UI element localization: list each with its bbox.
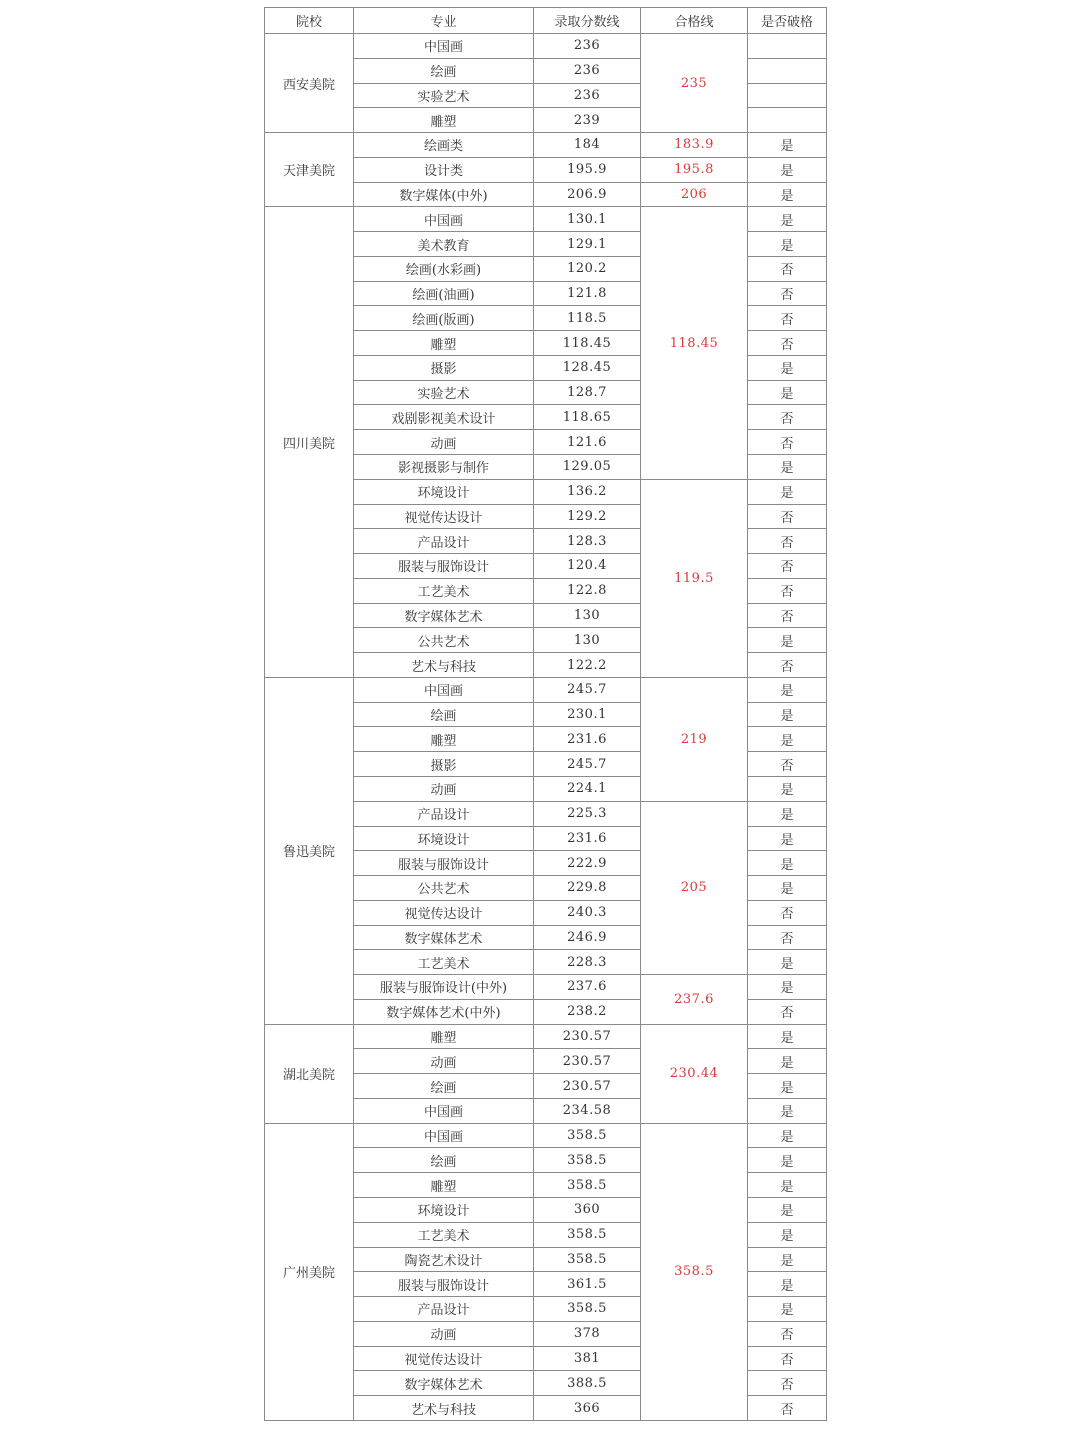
admission-score: 229.8	[534, 876, 641, 901]
pass-line: 195.8	[641, 157, 748, 182]
admission-score: 184	[534, 133, 641, 158]
admission-score: 228.3	[534, 950, 641, 975]
exception-flag: 是	[748, 133, 827, 158]
exception-flag: 是	[748, 776, 827, 801]
admission-score: 195.9	[534, 157, 641, 182]
admission-score: 358.5	[534, 1297, 641, 1322]
admission-score: 234.58	[534, 1098, 641, 1123]
major-name: 雕塑	[354, 1173, 534, 1198]
exception-flag: 否	[748, 999, 827, 1024]
exception-flag: 否	[748, 256, 827, 281]
header-pass-line: 合格线	[641, 8, 748, 34]
school-name: 西安美院	[265, 34, 354, 133]
exception-flag: 是	[748, 702, 827, 727]
admission-score: 222.9	[534, 851, 641, 876]
exception-flag: 否	[748, 1396, 827, 1421]
major-name: 中国画	[354, 207, 534, 232]
major-name: 产品设计	[354, 1297, 534, 1322]
pass-line: 119.5	[641, 479, 748, 677]
major-name: 服装与服饰设计	[354, 851, 534, 876]
exception-flag	[748, 83, 827, 108]
table-row	[265, 34, 827, 59]
admission-score: 378	[534, 1321, 641, 1346]
admission-score: 240.3	[534, 900, 641, 925]
pass-line: 358.5	[641, 1123, 748, 1420]
admission-score: 118.45	[534, 331, 641, 356]
major-name: 中国画	[354, 677, 534, 702]
exception-flag: 是	[748, 1272, 827, 1297]
exception-flag: 是	[748, 355, 827, 380]
major-name: 绘画	[354, 58, 534, 83]
exception-flag: 否	[748, 900, 827, 925]
exception-flag: 是	[748, 727, 827, 752]
admission-score: 230.57	[534, 1049, 641, 1074]
exception-flag: 是	[748, 232, 827, 257]
table-row	[265, 1024, 827, 1049]
admission-score: 121.8	[534, 281, 641, 306]
major-name: 中国画	[354, 1098, 534, 1123]
exception-flag: 是	[748, 1148, 827, 1173]
major-name: 工艺美术	[354, 578, 534, 603]
admission-score: 245.7	[534, 752, 641, 777]
admission-score: 130	[534, 603, 641, 628]
major-name: 服装与服饰设计	[354, 1272, 534, 1297]
pass-line: 219	[641, 677, 748, 801]
admission-score: 136.2	[534, 479, 641, 504]
admission-score: 238.2	[534, 999, 641, 1024]
admission-score: 128.7	[534, 380, 641, 405]
exception-flag: 是	[748, 1222, 827, 1247]
major-name: 实验艺术	[354, 380, 534, 405]
exception-flag: 是	[748, 1123, 827, 1148]
major-name: 动画	[354, 1049, 534, 1074]
admission-score: 122.2	[534, 653, 641, 678]
table-row	[265, 133, 827, 158]
exception-flag: 否	[748, 578, 827, 603]
exception-flag: 是	[748, 380, 827, 405]
school-name: 湖北美院	[265, 1024, 354, 1123]
admission-score: 358.5	[534, 1222, 641, 1247]
admission-score: 236	[534, 83, 641, 108]
major-name: 摄影	[354, 355, 534, 380]
exception-flag: 否	[748, 554, 827, 579]
admission-score: 230.1	[534, 702, 641, 727]
major-name: 绘画(版画)	[354, 306, 534, 331]
major-name: 绘画	[354, 702, 534, 727]
admission-score: 129.1	[534, 232, 641, 257]
major-name: 绘画类	[354, 133, 534, 158]
major-name: 中国画	[354, 1123, 534, 1148]
pass-line: 230.44	[641, 1024, 748, 1123]
major-name: 绘画	[354, 1148, 534, 1173]
major-name: 陶瓷艺术设计	[354, 1247, 534, 1272]
exception-flag: 是	[748, 950, 827, 975]
admission-score: 381	[534, 1346, 641, 1371]
exception-flag: 是	[748, 677, 827, 702]
exception-flag	[748, 58, 827, 83]
admission-score: 246.9	[534, 925, 641, 950]
major-name: 雕塑	[354, 1024, 534, 1049]
exception-flag: 是	[748, 182, 827, 207]
major-name: 绘画	[354, 1074, 534, 1099]
major-name: 数字媒体艺术	[354, 603, 534, 628]
major-name: 艺术与科技	[354, 1396, 534, 1421]
exception-flag: 否	[748, 405, 827, 430]
exception-flag: 否	[748, 306, 827, 331]
exception-flag: 是	[748, 876, 827, 901]
exception-flag: 否	[748, 653, 827, 678]
admission-score: 120.4	[534, 554, 641, 579]
exception-flag: 是	[748, 975, 827, 1000]
exception-flag: 是	[748, 1197, 827, 1222]
major-name: 影视摄影与制作	[354, 455, 534, 480]
exception-flag: 是	[748, 628, 827, 653]
exception-flag: 是	[748, 801, 827, 826]
pass-line: 118.45	[641, 207, 748, 479]
admission-score: 245.7	[534, 677, 641, 702]
major-name: 产品设计	[354, 529, 534, 554]
exception-flag: 否	[748, 331, 827, 356]
major-name: 服装与服饰设计	[354, 554, 534, 579]
admission-score: 120.2	[534, 256, 641, 281]
major-name: 动画	[354, 776, 534, 801]
admission-score: 129.2	[534, 504, 641, 529]
admission-score: 230.57	[534, 1024, 641, 1049]
school-name: 四川美院	[265, 207, 354, 678]
exception-flag: 是	[748, 851, 827, 876]
major-name: 动画	[354, 430, 534, 455]
admission-score: 128.3	[534, 529, 641, 554]
exception-flag: 否	[748, 281, 827, 306]
admission-score: 358.5	[534, 1173, 641, 1198]
admission-score: 231.6	[534, 826, 641, 851]
header-admission-score: 录取分数线	[534, 8, 641, 34]
major-name: 中国画	[354, 34, 534, 59]
major-name: 视觉传达设计	[354, 900, 534, 925]
admission-score: 129.05	[534, 455, 641, 480]
pass-line: 183.9	[641, 133, 748, 158]
major-name: 设计类	[354, 157, 534, 182]
pass-line: 237.6	[641, 975, 748, 1025]
major-name: 产品设计	[354, 801, 534, 826]
header-school: 院校	[265, 8, 354, 34]
major-name: 视觉传达设计	[354, 1346, 534, 1371]
major-name: 环境设计	[354, 1197, 534, 1222]
admission-score: 237.6	[534, 975, 641, 1000]
major-name: 数字媒体艺术(中外)	[354, 999, 534, 1024]
exception-flag: 是	[748, 1173, 827, 1198]
admission-score: 360	[534, 1197, 641, 1222]
admission-score: 118.65	[534, 405, 641, 430]
table-row	[265, 677, 827, 702]
major-name: 美术教育	[354, 232, 534, 257]
exception-flag: 是	[748, 479, 827, 504]
admission-score: 358.5	[534, 1247, 641, 1272]
major-name: 绘画(水彩画)	[354, 256, 534, 281]
major-name: 动画	[354, 1321, 534, 1346]
major-name: 公共艺术	[354, 876, 534, 901]
school-name: 鲁迅美院	[265, 677, 354, 1024]
school-name: 广州美院	[265, 1123, 354, 1420]
major-name: 公共艺术	[354, 628, 534, 653]
header-row	[265, 8, 827, 34]
exception-flag: 否	[748, 603, 827, 628]
admission-score: 122.8	[534, 578, 641, 603]
admission-score: 366	[534, 1396, 641, 1421]
school-name: 天津美院	[265, 133, 354, 207]
exception-flag: 是	[748, 1297, 827, 1322]
major-name: 戏剧影视美术设计	[354, 405, 534, 430]
major-name: 实验艺术	[354, 83, 534, 108]
exception-flag: 是	[748, 826, 827, 851]
admission-score: 206.9	[534, 182, 641, 207]
major-name: 艺术与科技	[354, 653, 534, 678]
admission-score: 224.1	[534, 776, 641, 801]
major-name: 环境设计	[354, 479, 534, 504]
admission-score: 130.1	[534, 207, 641, 232]
table-row	[265, 1123, 827, 1148]
major-name: 环境设计	[354, 826, 534, 851]
admission-score: 236	[534, 58, 641, 83]
table-row	[265, 207, 827, 232]
pass-line: 205	[641, 801, 748, 974]
header-major: 专业	[354, 8, 534, 34]
exception-flag: 否	[748, 1321, 827, 1346]
major-name: 视觉传达设计	[354, 504, 534, 529]
admission-score: 231.6	[534, 727, 641, 752]
exception-flag: 是	[748, 1247, 827, 1272]
exception-flag: 否	[748, 1346, 827, 1371]
admission-score: 121.6	[534, 430, 641, 455]
admission-score: 388.5	[534, 1371, 641, 1396]
admission-score: 358.5	[534, 1123, 641, 1148]
admission-score: 361.5	[534, 1272, 641, 1297]
header-exception: 是否破格	[748, 8, 827, 34]
exception-flag	[748, 34, 827, 59]
exception-flag: 是	[748, 1024, 827, 1049]
major-name: 数字媒体艺术	[354, 925, 534, 950]
major-name: 工艺美术	[354, 950, 534, 975]
major-name: 雕塑	[354, 108, 534, 133]
admission-score: 236	[534, 34, 641, 59]
exception-flag: 否	[748, 752, 827, 777]
exception-flag: 否	[748, 1371, 827, 1396]
major-name: 服装与服饰设计(中外)	[354, 975, 534, 1000]
exception-flag	[748, 108, 827, 133]
admission-score: 230.57	[534, 1074, 641, 1099]
exception-flag: 否	[748, 504, 827, 529]
exception-flag: 是	[748, 157, 827, 182]
major-name: 摄影	[354, 752, 534, 777]
pass-line: 235	[641, 34, 748, 133]
exception-flag: 是	[748, 207, 827, 232]
exception-flag: 是	[748, 1074, 827, 1099]
exception-flag: 是	[748, 1098, 827, 1123]
admission-score: 239	[534, 108, 641, 133]
major-name: 雕塑	[354, 331, 534, 356]
admission-score: 225.3	[534, 801, 641, 826]
major-name: 绘画(油画)	[354, 281, 534, 306]
exception-flag: 是	[748, 455, 827, 480]
exception-flag: 否	[748, 430, 827, 455]
admission-score: 118.5	[534, 306, 641, 331]
exception-flag: 否	[748, 529, 827, 554]
admission-score-table	[264, 7, 827, 1421]
admission-score: 358.5	[534, 1148, 641, 1173]
pass-line: 206	[641, 182, 748, 207]
exception-flag: 是	[748, 1049, 827, 1074]
major-name: 数字媒体艺术	[354, 1371, 534, 1396]
major-name: 数字媒体(中外)	[354, 182, 534, 207]
exception-flag: 否	[748, 925, 827, 950]
admission-score: 130	[534, 628, 641, 653]
admission-score: 128.45	[534, 355, 641, 380]
major-name: 雕塑	[354, 727, 534, 752]
major-name: 工艺美术	[354, 1222, 534, 1247]
